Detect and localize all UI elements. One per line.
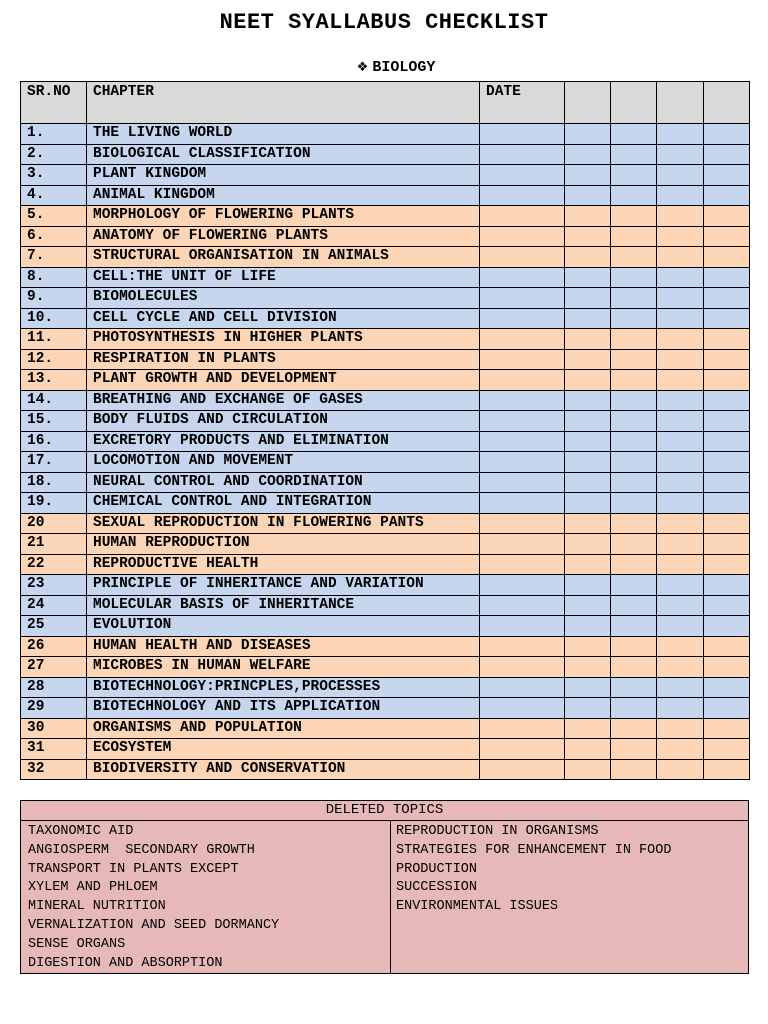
checkbox-cell[interactable] bbox=[704, 144, 750, 165]
date-cell[interactable] bbox=[480, 657, 565, 678]
checkbox-cell[interactable] bbox=[704, 698, 750, 719]
sr-no-cell: 24 bbox=[21, 595, 87, 616]
checkbox-cell[interactable] bbox=[611, 513, 657, 534]
checkbox-cell[interactable] bbox=[657, 165, 704, 186]
checkbox-cell[interactable] bbox=[611, 718, 657, 739]
header-date-extra bbox=[611, 82, 657, 124]
chapter-name-cell: LOCOMOTION AND MOVEMENT bbox=[87, 452, 480, 473]
checkbox-cell[interactable] bbox=[611, 554, 657, 575]
checkbox-cell[interactable] bbox=[565, 288, 611, 309]
checkbox-cell[interactable] bbox=[611, 534, 657, 555]
checkbox-cell[interactable] bbox=[657, 124, 704, 145]
chapter-name-cell: MOLECULAR BASIS OF INHERITANCE bbox=[87, 595, 480, 616]
sr-no-cell: 8. bbox=[21, 267, 87, 288]
checkbox-cell[interactable] bbox=[611, 349, 657, 370]
date-cell[interactable] bbox=[480, 308, 565, 329]
checkbox-cell[interactable] bbox=[704, 370, 750, 391]
chapter-name-cell: RESPIRATION IN PLANTS bbox=[87, 349, 480, 370]
deleted-topics-right-column bbox=[390, 821, 748, 973]
checkbox-cell[interactable] bbox=[704, 329, 750, 350]
checkbox-cell[interactable] bbox=[657, 493, 704, 514]
date-cell[interactable] bbox=[480, 534, 565, 555]
table-row bbox=[21, 718, 750, 739]
checkbox-cell[interactable] bbox=[565, 472, 611, 493]
checkbox-cell[interactable] bbox=[611, 390, 657, 411]
checkbox-cell[interactable] bbox=[611, 185, 657, 206]
table-row bbox=[21, 226, 750, 247]
chapter-name-cell: REPRODUCTIVE HEALTH bbox=[87, 554, 480, 575]
date-cell[interactable] bbox=[480, 493, 565, 514]
checkbox-cell[interactable] bbox=[565, 698, 611, 719]
checkbox-cell[interactable] bbox=[704, 288, 750, 309]
date-cell[interactable] bbox=[480, 288, 565, 309]
checkbox-cell[interactable] bbox=[704, 390, 750, 411]
checkbox-cell[interactable] bbox=[611, 308, 657, 329]
chapter-name-cell: BIOTECHNOLOGY:PRINCPLES,PROCESSES bbox=[87, 677, 480, 698]
date-cell[interactable] bbox=[480, 575, 565, 596]
chapter-name-cell: EVOLUTION bbox=[87, 616, 480, 637]
checkbox-cell[interactable] bbox=[611, 370, 657, 391]
checkbox-cell[interactable] bbox=[704, 452, 750, 473]
checkbox-cell[interactable] bbox=[704, 165, 750, 186]
checkbox-cell[interactable] bbox=[611, 575, 657, 596]
checkbox-cell[interactable] bbox=[657, 390, 704, 411]
chapter-name-cell: HUMAN HEALTH AND DISEASES bbox=[87, 636, 480, 657]
sr-no-cell: 2. bbox=[21, 144, 87, 165]
checkbox-cell[interactable] bbox=[611, 698, 657, 719]
sr-no-cell: 3. bbox=[21, 165, 87, 186]
date-cell[interactable] bbox=[480, 206, 565, 227]
subject-name: BIOLOGY bbox=[372, 59, 436, 76]
checkbox-cell[interactable] bbox=[565, 329, 611, 350]
sr-no-cell: 31 bbox=[21, 739, 87, 760]
date-cell[interactable] bbox=[480, 431, 565, 452]
checkbox-cell[interactable] bbox=[565, 411, 611, 432]
sr-no-cell: 10. bbox=[21, 308, 87, 329]
table-row bbox=[21, 534, 750, 555]
checkbox-cell[interactable] bbox=[704, 595, 750, 616]
table-row bbox=[21, 493, 750, 514]
chapter-name-cell: ORGANISMS AND POPULATION bbox=[87, 718, 480, 739]
date-cell[interactable] bbox=[480, 472, 565, 493]
checkbox-cell[interactable] bbox=[611, 452, 657, 473]
sr-no-cell: 32 bbox=[21, 759, 87, 780]
checkbox-cell[interactable] bbox=[611, 636, 657, 657]
sr-no-cell: 26 bbox=[21, 636, 87, 657]
date-cell[interactable] bbox=[480, 759, 565, 780]
checkbox-cell[interactable] bbox=[565, 144, 611, 165]
table-row bbox=[21, 431, 750, 452]
table-row bbox=[21, 513, 750, 534]
checkbox-cell[interactable] bbox=[657, 247, 704, 268]
checkbox-cell[interactable] bbox=[657, 288, 704, 309]
checkbox-cell[interactable] bbox=[611, 472, 657, 493]
checkbox-cell[interactable] bbox=[657, 759, 704, 780]
chapter-name-cell: BIOLOGICAL CLASSIFICATION bbox=[87, 144, 480, 165]
table-row bbox=[21, 165, 750, 186]
chapter-name-cell: PHOTOSYNTHESIS IN HIGHER PLANTS bbox=[87, 329, 480, 350]
checkbox-cell[interactable] bbox=[611, 759, 657, 780]
checkbox-cell[interactable] bbox=[704, 534, 750, 555]
checkbox-cell[interactable] bbox=[657, 636, 704, 657]
checkbox-cell[interactable] bbox=[704, 493, 750, 514]
sr-no-cell: 28 bbox=[21, 677, 87, 698]
chapter-name-cell: MORPHOLOGY OF FLOWERING PLANTS bbox=[87, 206, 480, 227]
diamond-bullet-icon: ❖ bbox=[356, 60, 369, 75]
checkbox-cell[interactable] bbox=[565, 247, 611, 268]
table-row bbox=[21, 329, 750, 350]
sr-no-cell: 23 bbox=[21, 575, 87, 596]
checkbox-cell[interactable] bbox=[611, 411, 657, 432]
checkbox-cell[interactable] bbox=[657, 329, 704, 350]
chapter-name-cell: STRUCTURAL ORGANISATION IN ANIMALS bbox=[87, 247, 480, 268]
sr-no-cell: 4. bbox=[21, 185, 87, 206]
checkbox-cell[interactable] bbox=[657, 575, 704, 596]
checkbox-cell[interactable] bbox=[704, 206, 750, 227]
checkbox-cell[interactable] bbox=[704, 431, 750, 452]
date-cell[interactable] bbox=[480, 513, 565, 534]
sr-no-cell: 12. bbox=[21, 349, 87, 370]
checkbox-cell[interactable] bbox=[657, 718, 704, 739]
deleted-topic-item: TRANSPORT IN PLANTS EXCEPT bbox=[28, 861, 239, 877]
checkbox-cell[interactable] bbox=[657, 554, 704, 575]
checkbox-cell[interactable] bbox=[611, 226, 657, 247]
checkbox-cell[interactable] bbox=[565, 616, 611, 637]
sr-no-cell: 16. bbox=[21, 431, 87, 452]
checkbox-cell[interactable] bbox=[611, 431, 657, 452]
chapter-name-cell: MICROBES IN HUMAN WELFARE bbox=[87, 657, 480, 678]
checkbox-cell[interactable] bbox=[704, 124, 750, 145]
checkbox-cell[interactable] bbox=[704, 616, 750, 637]
checkbox-cell[interactable] bbox=[657, 267, 704, 288]
date-cell[interactable] bbox=[480, 739, 565, 760]
checkbox-cell[interactable] bbox=[657, 698, 704, 719]
checkbox-cell[interactable] bbox=[657, 657, 704, 678]
sr-no-cell: 22 bbox=[21, 554, 87, 575]
checkbox-cell[interactable] bbox=[611, 206, 657, 227]
chapter-name-cell: CHEMICAL CONTROL AND INTEGRATION bbox=[87, 493, 480, 514]
checkbox-cell[interactable] bbox=[704, 308, 750, 329]
chapter-name-cell: BREATHING AND EXCHANGE OF GASES bbox=[87, 390, 480, 411]
checkbox-cell[interactable] bbox=[565, 124, 611, 145]
sr-no-cell: 17. bbox=[21, 452, 87, 473]
checkbox-cell[interactable] bbox=[657, 431, 704, 452]
checkbox-cell[interactable] bbox=[704, 718, 750, 739]
deleted-topics-box bbox=[20, 800, 749, 974]
table-row bbox=[21, 411, 750, 432]
table-row bbox=[21, 677, 750, 698]
chapter-name-cell: ECOSYSTEM bbox=[87, 739, 480, 760]
checkbox-cell[interactable] bbox=[657, 308, 704, 329]
checkbox-cell[interactable] bbox=[565, 636, 611, 657]
checkbox-cell[interactable] bbox=[704, 739, 750, 760]
chapter-name-cell: CELL CYCLE AND CELL DIVISION bbox=[87, 308, 480, 329]
checkbox-cell[interactable] bbox=[704, 411, 750, 432]
date-cell[interactable] bbox=[480, 144, 565, 165]
chapter-name-cell: BIODIVERSITY AND CONSERVATION bbox=[87, 759, 480, 780]
checkbox-cell[interactable] bbox=[704, 677, 750, 698]
checkbox-cell[interactable] bbox=[565, 513, 611, 534]
date-cell[interactable] bbox=[480, 452, 565, 473]
deleted-topic-item: MINERAL NUTRITION bbox=[28, 899, 166, 915]
table-row bbox=[21, 247, 750, 268]
chapter-list bbox=[21, 124, 750, 780]
sr-no-cell: 29 bbox=[21, 698, 87, 719]
deleted-topic-item: XYLEM AND PHLOEM bbox=[28, 880, 158, 896]
chapter-name-cell: HUMAN REPRODUCTION bbox=[87, 534, 480, 555]
checkbox-cell[interactable] bbox=[704, 267, 750, 288]
date-cell[interactable] bbox=[480, 247, 565, 268]
date-cell[interactable] bbox=[480, 267, 565, 288]
date-cell[interactable] bbox=[480, 370, 565, 391]
sr-no-cell: 19. bbox=[21, 493, 87, 514]
date-cell[interactable] bbox=[480, 595, 565, 616]
checkbox-cell[interactable] bbox=[657, 226, 704, 247]
checkbox-cell[interactable] bbox=[657, 349, 704, 370]
checkbox-cell[interactable] bbox=[611, 657, 657, 678]
chapter-name-cell: PLANT KINGDOM bbox=[87, 165, 480, 186]
header-sr-no: SR.NO bbox=[21, 82, 87, 124]
table-row bbox=[21, 616, 750, 637]
checkbox-cell[interactable] bbox=[657, 411, 704, 432]
checkbox-cell[interactable] bbox=[657, 595, 704, 616]
header-chapter: CHAPTER bbox=[87, 82, 480, 124]
table-row bbox=[21, 698, 750, 719]
sr-no-cell: 7. bbox=[21, 247, 87, 268]
checkbox-cell[interactable] bbox=[657, 616, 704, 637]
checkbox-cell[interactable] bbox=[565, 657, 611, 678]
checkbox-cell[interactable] bbox=[704, 554, 750, 575]
sr-no-cell: 1. bbox=[21, 124, 87, 145]
subject-heading bbox=[0, 59, 768, 76]
checkbox-cell[interactable] bbox=[704, 349, 750, 370]
date-cell[interactable] bbox=[480, 677, 565, 698]
chapter-name-cell: BIOMOLECULES bbox=[87, 288, 480, 309]
deleted-topic-item: SENSE ORGANS bbox=[28, 936, 126, 952]
date-cell[interactable] bbox=[480, 349, 565, 370]
checkbox-cell[interactable] bbox=[657, 144, 704, 165]
sr-no-cell: 6. bbox=[21, 226, 87, 247]
checkbox-cell[interactable] bbox=[704, 247, 750, 268]
table-header-row bbox=[21, 82, 750, 124]
sr-no-cell: 11. bbox=[21, 329, 87, 350]
sr-no-cell: 18. bbox=[21, 472, 87, 493]
chapter-name-cell: BIOTECHNOLOGY AND ITS APPLICATION bbox=[87, 698, 480, 719]
checkbox-cell[interactable] bbox=[657, 452, 704, 473]
sr-no-cell: 9. bbox=[21, 288, 87, 309]
deleted-topic-item: TAXONOMIC AID bbox=[28, 824, 134, 839]
checkbox-cell[interactable] bbox=[565, 206, 611, 227]
header-date-extra bbox=[565, 82, 611, 124]
table-row bbox=[21, 185, 750, 206]
date-cell[interactable] bbox=[480, 718, 565, 739]
checkbox-cell[interactable] bbox=[611, 739, 657, 760]
chapter-name-cell: PRINCIPLE OF INHERITANCE AND VARIATION bbox=[87, 575, 480, 596]
table-row bbox=[21, 308, 750, 329]
checkbox-cell[interactable] bbox=[704, 636, 750, 657]
chapter-name-cell: PLANT GROWTH AND DEVELOPMENT bbox=[87, 370, 480, 391]
deleted-topics-left-column bbox=[21, 821, 391, 973]
chapter-name-cell: NEURAL CONTROL AND COORDINATION bbox=[87, 472, 480, 493]
sr-no-cell: 14. bbox=[21, 390, 87, 411]
checkbox-cell[interactable] bbox=[704, 575, 750, 596]
checkbox-cell[interactable] bbox=[565, 185, 611, 206]
sr-no-cell: 30 bbox=[21, 718, 87, 739]
sr-no-cell: 20 bbox=[21, 513, 87, 534]
checkbox-cell[interactable] bbox=[565, 595, 611, 616]
checkbox-cell[interactable] bbox=[565, 165, 611, 186]
page-title: NEET SYALLABUS CHECKLIST bbox=[219, 10, 549, 35]
header-date-extra bbox=[657, 82, 704, 124]
table-row bbox=[21, 575, 750, 596]
table-row bbox=[21, 595, 750, 616]
table-row bbox=[21, 370, 750, 391]
deleted-topic-item: SUCCESSION bbox=[396, 880, 478, 896]
chapter-name-cell: EXCRETORY PRODUCTS AND ELIMINATION bbox=[87, 431, 480, 452]
sr-no-cell: 5. bbox=[21, 206, 87, 227]
checkbox-cell[interactable] bbox=[611, 677, 657, 698]
checkbox-cell[interactable] bbox=[565, 390, 611, 411]
checkbox-cell[interactable] bbox=[611, 144, 657, 165]
checkbox-cell[interactable] bbox=[704, 513, 750, 534]
checkbox-cell[interactable] bbox=[565, 677, 611, 698]
table-row bbox=[21, 288, 750, 309]
deleted-topics-heading: DELETED TOPICS bbox=[21, 801, 748, 821]
checkbox-cell[interactable] bbox=[657, 513, 704, 534]
header-date: DATE bbox=[480, 82, 565, 124]
table-row bbox=[21, 554, 750, 575]
sr-no-cell: 21 bbox=[21, 534, 87, 555]
checkbox-cell[interactable] bbox=[704, 657, 750, 678]
checkbox-cell[interactable] bbox=[704, 759, 750, 780]
checkbox-cell[interactable] bbox=[704, 226, 750, 247]
header-date-extra bbox=[704, 82, 750, 124]
table-row bbox=[21, 759, 750, 780]
checkbox-cell[interactable] bbox=[565, 575, 611, 596]
table-row bbox=[21, 739, 750, 760]
chapter-name-cell: ANIMAL KINGDOM bbox=[87, 185, 480, 206]
sr-no-cell: 13. bbox=[21, 370, 87, 391]
checkbox-cell[interactable] bbox=[565, 534, 611, 555]
table-row bbox=[21, 349, 750, 370]
checkbox-cell[interactable] bbox=[611, 165, 657, 186]
date-cell[interactable] bbox=[480, 329, 565, 350]
table-row bbox=[21, 390, 750, 411]
checkbox-cell[interactable] bbox=[611, 267, 657, 288]
deleted-topic-item: STRATEGIES FOR ENHANCEMENT IN FOOD bbox=[396, 842, 672, 858]
checkbox-cell[interactable] bbox=[657, 677, 704, 698]
checkbox-cell[interactable] bbox=[565, 452, 611, 473]
table-row bbox=[21, 267, 750, 288]
checkbox-cell[interactable] bbox=[565, 759, 611, 780]
date-cell[interactable] bbox=[480, 185, 565, 206]
date-cell[interactable] bbox=[480, 124, 565, 145]
deleted-topic-item: DIGESTION AND ABSORPTION bbox=[28, 955, 223, 971]
checkbox-cell[interactable] bbox=[565, 349, 611, 370]
checkbox-cell[interactable] bbox=[565, 493, 611, 514]
syllabus-table bbox=[20, 81, 750, 780]
checkbox-cell[interactable] bbox=[565, 554, 611, 575]
chapter-name-cell: SEXUAL REPRODUCTION IN FLOWERING PANTS bbox=[87, 513, 480, 534]
checkbox-cell[interactable] bbox=[565, 431, 611, 452]
chapter-name-cell: CELL:THE UNIT OF LIFE bbox=[87, 267, 480, 288]
date-cell[interactable] bbox=[480, 636, 565, 657]
checkbox-cell[interactable] bbox=[657, 206, 704, 227]
date-cell[interactable] bbox=[480, 390, 565, 411]
checkbox-cell[interactable] bbox=[611, 595, 657, 616]
sr-no-cell: 25 bbox=[21, 616, 87, 637]
sr-no-cell: 15. bbox=[21, 411, 87, 432]
date-cell[interactable] bbox=[480, 616, 565, 637]
checkbox-cell[interactable] bbox=[657, 370, 704, 391]
deleted-topic-item: ANGIOSPERM SECONDARY GROWTH bbox=[28, 842, 255, 858]
table-row bbox=[21, 636, 750, 657]
sr-no-cell: 27 bbox=[21, 657, 87, 678]
checkbox-cell[interactable] bbox=[565, 226, 611, 247]
date-cell[interactable] bbox=[480, 411, 565, 432]
checkbox-cell[interactable] bbox=[565, 308, 611, 329]
date-cell[interactable] bbox=[480, 165, 565, 186]
checkbox-cell[interactable] bbox=[611, 329, 657, 350]
date-cell[interactable] bbox=[480, 226, 565, 247]
table-row bbox=[21, 657, 750, 678]
checkbox-cell[interactable] bbox=[565, 739, 611, 760]
checkbox-cell[interactable] bbox=[704, 472, 750, 493]
date-cell[interactable] bbox=[480, 554, 565, 575]
deleted-topic-item: VERNALIZATION AND SEED DORMANCY bbox=[28, 917, 280, 933]
deleted-topic-item: REPRODUCTION IN ORGANISMS bbox=[396, 824, 599, 839]
checkbox-cell[interactable] bbox=[565, 370, 611, 391]
deleted-topic-item: PRODUCTION bbox=[396, 861, 478, 877]
chapter-name-cell: BODY FLUIDS AND CIRCULATION bbox=[87, 411, 480, 432]
checkbox-cell[interactable] bbox=[611, 616, 657, 637]
checkbox-cell[interactable] bbox=[704, 185, 750, 206]
checkbox-cell[interactable] bbox=[657, 185, 704, 206]
checkbox-cell[interactable] bbox=[611, 124, 657, 145]
checkbox-cell[interactable] bbox=[611, 247, 657, 268]
date-cell[interactable] bbox=[480, 698, 565, 719]
checkbox-cell[interactable] bbox=[657, 472, 704, 493]
chapter-name-cell: ANATOMY OF FLOWERING PLANTS bbox=[87, 226, 480, 247]
table-row bbox=[21, 472, 750, 493]
checkbox-cell[interactable] bbox=[611, 288, 657, 309]
checkbox-cell[interactable] bbox=[565, 267, 611, 288]
checkbox-cell[interactable] bbox=[611, 493, 657, 514]
table-row bbox=[21, 452, 750, 473]
table-row bbox=[21, 144, 750, 165]
checkbox-cell[interactable] bbox=[565, 718, 611, 739]
table-row bbox=[21, 124, 750, 145]
checkbox-cell[interactable] bbox=[657, 534, 704, 555]
chapter-name-cell: THE LIVING WORLD bbox=[87, 124, 480, 145]
checkbox-cell[interactable] bbox=[657, 739, 704, 760]
table-row bbox=[21, 206, 750, 227]
deleted-topic-item: ENVIRONMENTAL ISSUES bbox=[396, 899, 559, 915]
